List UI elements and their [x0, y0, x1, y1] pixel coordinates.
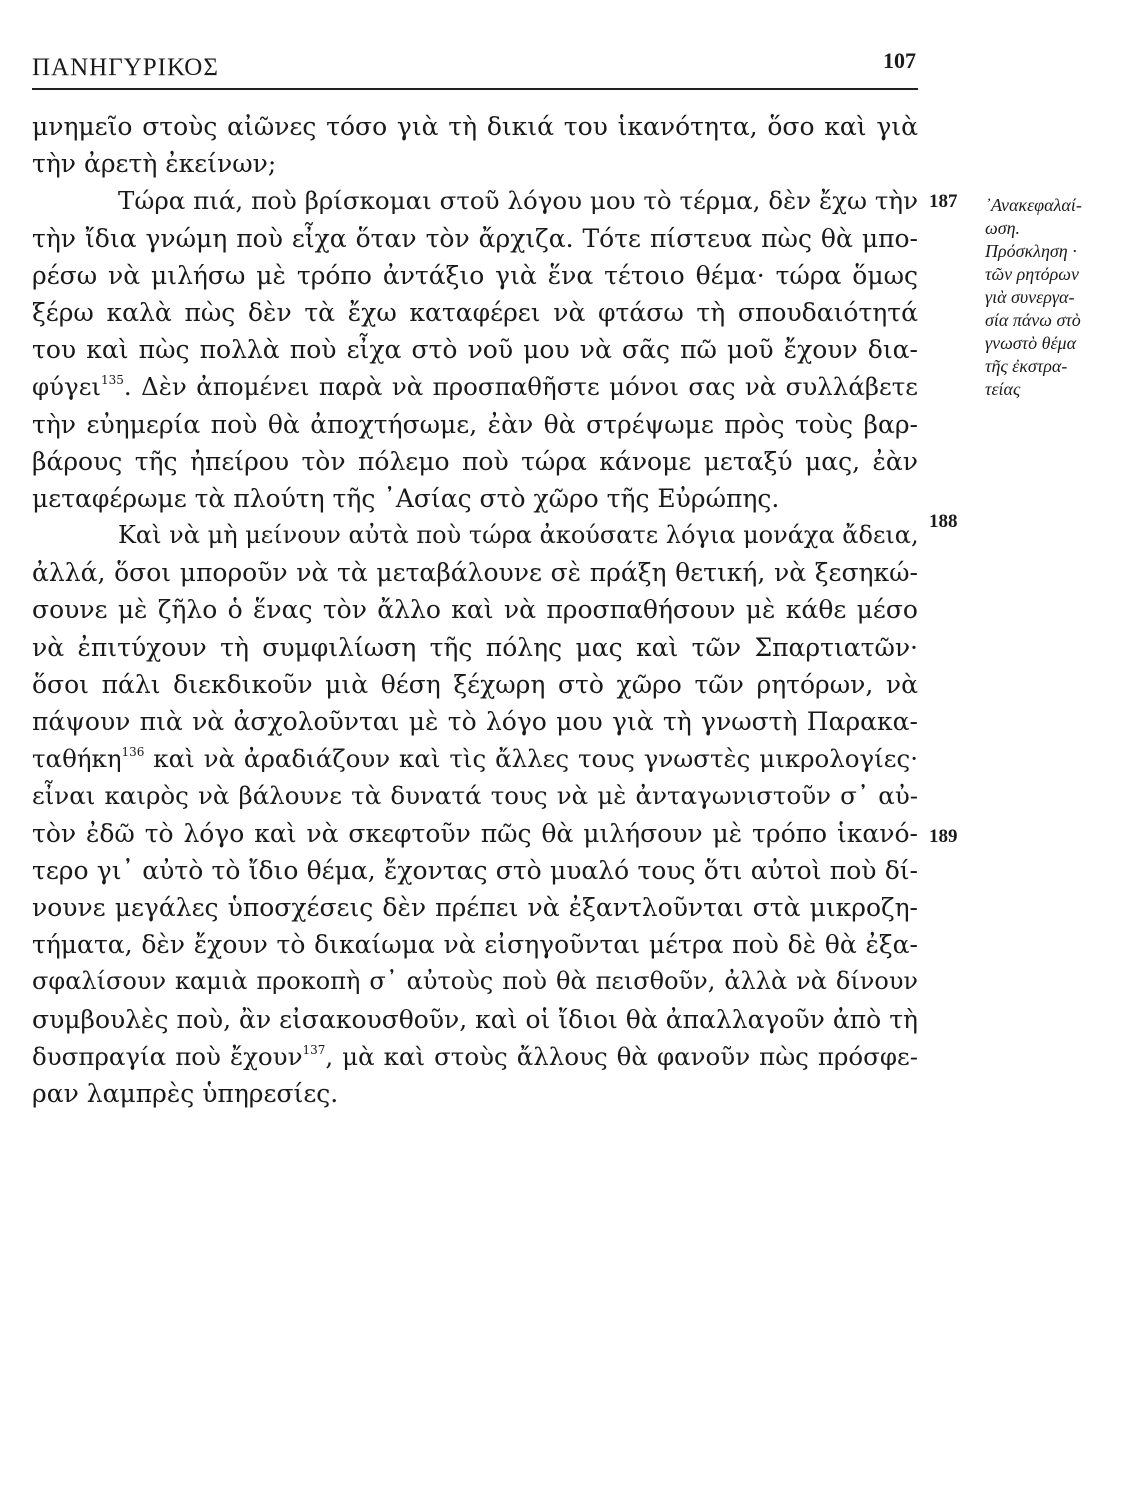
section-number-187: 187 — [929, 191, 958, 212]
margin-note-line: σία πάνω στὸ — [985, 310, 1081, 330]
text-line: ξέρω καλὰ πὼς δὲν τὰ ἔχω καταφέρει νὰ φτάσω τὴ σπουδαιότητά — [32, 297, 918, 327]
text-fragment: , μὰ καὶ στοὺς ἄλλους θὰ φανοῦν πὼς πρόσφε- — [325, 1041, 918, 1071]
text-line: Καὶ νὰ μὴ μείνουν αὐτὰ ποὺ τώρα ἀκούσατε λόγια μονάχα ἄδεια, — [118, 521, 919, 550]
text-fragment: ταθήκη — [32, 744, 122, 774]
text-line: εἶναι καιρὸς νὰ βάλουνε τὰ δυνατά τους νὰ μὲ ἀνταγωνιστοῦν σ᾿ αὐ- — [32, 781, 918, 811]
text-line: Τώρα πιά, ποὺ βρίσκομαι στοῦ λόγου μου τὸ τέρμα, δὲν ἔχω τὴν — [118, 186, 918, 216]
text-line: ρέσω νὰ μιλήσω μὲ τρόπο ἀντάξιο γιὰ ἕνα τέτοιο θέμα· τώρα ὅμως — [32, 260, 918, 290]
section-number-188: 188 — [929, 511, 958, 532]
text-line: τὸν ἐδῶ τὸ λόγο καὶ νὰ σκεφτοῦν πῶς θὰ μιλήσουν μὲ τρόπο ἱκανό- — [32, 818, 918, 848]
text-fragment: καὶ νὰ ἀραδιάζουν καὶ τὶς ἄλλες τους γνωστὲς μικρολογίες· — [144, 744, 918, 774]
text-line: ὅσοι πάλι διεκδικοῦν μιὰ θέση ξέχωρη στὸ χῶρο τῶν ρητόρων, νὰ — [32, 669, 918, 699]
text-line: τὴν ἴδια γνώμη ποὺ εἶχα ὅταν τὸν ἄρχιζα. Τότε πίστευα πὼς θὰ μπο- — [32, 223, 918, 253]
text-fragment: φύγει — [32, 372, 101, 402]
text-line: πάψουν πιὰ νὰ ἀσχολοῦνται μὲ τὸ λόγο μου γιὰ τὴ γνωστὴ Παρακα- — [32, 707, 918, 736]
text-line: μνημεῖο στοὺς αἰῶνες τόσο γιὰ τὴ δικιά του ἱκανότητα, ὅσο καὶ γιὰ — [32, 112, 918, 141]
margin-note — [985, 194, 1121, 401]
text-fragment: δυσπραγία ποὺ ἔχουν — [32, 1041, 303, 1071]
text-line: μεταφέρωμε τὰ πλούτη τῆς ᾿Ασίας στὸ χῶρο τῆς Εὐρώπης. — [32, 483, 780, 513]
margin-note-line: ωση. — [985, 218, 1021, 238]
text-line — [32, 368, 918, 405]
text-line: βάρους τῆς ἠπείρου τὸν πόλεμο ποὺ τώρα κάνομε μεταξύ μας, ἐὰν — [32, 446, 918, 476]
text-line: τὴν ἀρετὴ ἐκείνων; — [32, 149, 277, 179]
margin-note-line: τῶν ρητόρων — [985, 264, 1079, 284]
body-text — [32, 108, 918, 1112]
header-rule — [32, 88, 918, 90]
running-title: ΠΑΝΗΓΥΡΙΚΟΣ — [32, 54, 219, 81]
margin-note-line: Πρόσκληση · — [985, 241, 1077, 261]
margin-note-line: ᾿Ανακεφαλαί- — [985, 195, 1082, 215]
text-fragment: . Δὲν ἀπομένει παρὰ νὰ προσπαθῆστε μόνοι σας νὰ συλλάβετε — [123, 372, 918, 402]
text-line: του καὶ πὼς πολλὰ ποὺ εἶχα στὸ νοῦ μου νὰ σᾶς πῶ μοῦ ἔχουν δια- — [32, 335, 918, 365]
text-line: τὴν εὐημερία ποὺ θὰ ἀποχτήσωμε, ἐὰν θὰ στρέψωμε πρὸς τοὺς βαρ- — [32, 409, 918, 439]
text-line — [32, 1038, 918, 1075]
text-line: ἀλλά, ὅσοι μποροῦν νὰ τὰ μεταβάλουνε σὲ πράξη θετική, νὰ ξεσηκώ- — [32, 558, 918, 588]
text-line: σουνε μὲ ζῆλο ὁ ἕνας τὸν ἄλλο καὶ νὰ προσπαθήσουν μὲ κάθε μέσο — [32, 595, 918, 625]
text-line: ραν λαμπρὲς ὑπηρεσίες. — [32, 1078, 339, 1108]
text-line: νουνε μεγάλες ὑποσχέσεις δὲν πρέπει νὰ ἐξαντλοῦνται στὰ μικροζη- — [32, 892, 918, 922]
text-line: συμβουλὲς ποὺ, ἂν εἰσακουσθοῦν, καὶ οἱ ἴδιοι θὰ ἀπαλλαγοῦν ἀπὸ τὴ — [32, 1004, 918, 1034]
page-number: 107 — [883, 48, 916, 73]
text-line: τήματα, δὲν ἔχουν τὸ δικαίωμα νὰ εἰσηγοῦνται μέτρα ποὺ δὲ θὰ ἐξα- — [32, 930, 918, 960]
margin-note-line: γνωστὸ θέμα — [985, 333, 1077, 353]
margin-note-line: γιὰ συνεργα- — [985, 287, 1075, 307]
text-line — [32, 740, 918, 777]
page-header — [32, 48, 918, 88]
margin-note-line: τείας — [985, 379, 1021, 399]
margin-note-line: τῆς ἐκστρα- — [985, 356, 1068, 376]
text-line: τερο γι᾿ αὐτὸ τὸ ἴδιο θέμα, ἔχοντας στὸ μυαλό τους ὅτι αὐτοὶ ποὺ δί- — [32, 855, 918, 885]
footnote-ref: 137 — [302, 1042, 326, 1057]
footnote-ref: 136 — [121, 745, 145, 760]
text-line: σφαλίσουν καμιὰ προκοπὴ σ᾿ αὐτοὺς ποὺ θὰ πεισθοῦν, ἀλλὰ νὰ δίνουν — [32, 967, 918, 996]
text-line: νὰ ἐπιτύχουν τὴ συμφιλίωση τῆς πόλης μας καὶ τῶν Σπαρτιατῶν· — [32, 632, 918, 662]
footnote-ref: 135 — [101, 373, 124, 388]
section-number-189: 189 — [929, 826, 958, 847]
